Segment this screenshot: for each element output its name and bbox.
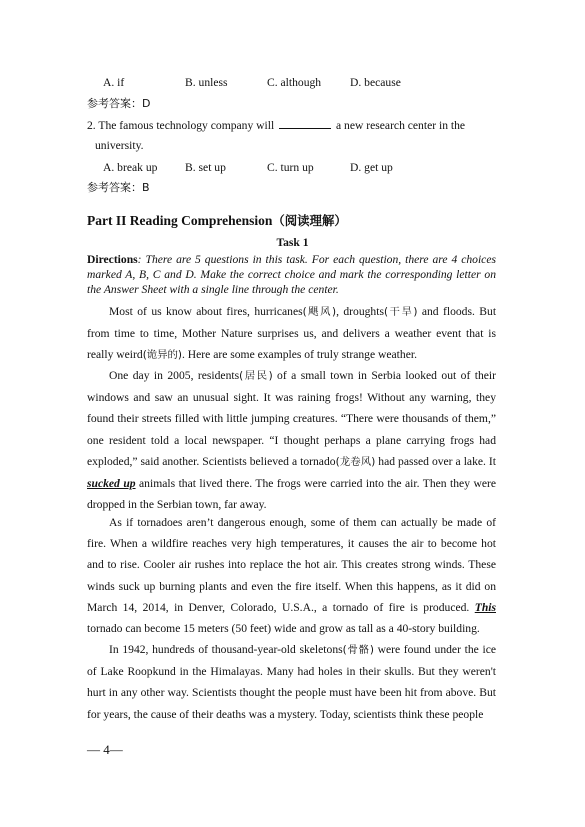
- passage-paragraph-4: [87, 639, 496, 725]
- p2-gloss-1: (居民): [239, 370, 273, 382]
- q1-option-d: D. because: [350, 76, 401, 89]
- passage-paragraph-2: [87, 365, 496, 515]
- part-heading: [87, 211, 347, 229]
- p4-gloss-1: (骨骼): [342, 644, 374, 656]
- q1-option-a: A. if: [103, 76, 125, 89]
- p3-text-b: tornado can become 15 meters (50 feet) wide and grow as tall as a 40-story building.: [87, 622, 480, 636]
- q1-option-b: B. unless: [185, 76, 228, 89]
- p2-highlight: sucked up: [87, 477, 136, 491]
- p2-text-d: animals that lived there. The frogs were carried into the air. Then they were dropped in the Serbian town, far away.: [87, 477, 496, 512]
- part-title-cn: （阅读理解）: [272, 213, 347, 228]
- directions-text: : There are 5 questions in this task. For each question, there are 4 choices marked A, B, C and D. Make the correct choice and mark the corresponding letter on the Answer Sheet with a single line through the center.: [87, 253, 496, 296]
- q2-answer: 参考答案：B: [87, 181, 150, 194]
- q1-option-c: C. although: [267, 76, 322, 89]
- part-title-en: Part II Reading Comprehension: [87, 213, 273, 228]
- p2-text-b: of a small town in Serbia looked out of their windows and saw an unusual sight. It was raining frogs! Without any warning, they found their streets filled with little jumping creatures. “There were thousands of them,” one resident told a local newspaper. “I thought perhaps a plane carrying frogs had exploded,” said another. Scientists believed a tornado: [87, 369, 496, 468]
- q2-option-c: C. turn up: [267, 161, 314, 174]
- q2-stem: [87, 118, 465, 133]
- q2-blank: [279, 118, 331, 129]
- q2-stem-before: 2. The famous technology company will: [87, 119, 275, 132]
- p2-text-a: One day in 2005, residents: [109, 369, 240, 382]
- p1-gloss-3: (诡异的): [142, 349, 182, 362]
- p1-text-c: and floods. But from time to time, Mother Nature surprises us, and delivers a weather event that is really weird: [87, 305, 497, 362]
- p1-text-d: . Here are some examples of truly strange weather.: [181, 348, 417, 362]
- p1-text-b: , droughts: [336, 305, 384, 318]
- passage-paragraph-3: [87, 512, 496, 639]
- directions: [87, 252, 496, 297]
- page-number: — 4—: [87, 742, 123, 757]
- task-title: Task 1: [276, 236, 309, 249]
- p2-gloss-2: (龙卷风): [335, 455, 376, 468]
- p3-text-a: As if tornadoes aren’t dangerous enough, some of them can actually be made of fire. When a wildfire reaches very high temperatures, it causes the air to become hot and to rise. Cooler air rushes into replace the hot air. This creates strong winds. These winds suck up burning plants and even the fire itself. When this happens, as it did on March 14, 2014, in Denver, Colorado, U.S.A., a tornado of fire is produced.: [87, 516, 496, 614]
- p2-text-c: had passed over a lake. It: [375, 454, 497, 468]
- q2-option-b: B. set up: [185, 161, 226, 174]
- p4-text-b: were found under the ice of Lake Roopkund in the Himalayas. Many had holes in their skulls. But they weren't hurt in any other way. Scientists thought the people must have been hit from above. But for years, the cause of their deaths was a mystery. Today, scientists think these people: [87, 643, 496, 721]
- p4-text-a: In 1942, hundreds of thousand-year-old skeletons: [109, 643, 343, 656]
- q2-option-a: A. break up: [103, 161, 158, 174]
- directions-label: Directions: [87, 253, 138, 266]
- p1-text-a: Most of us know about fires, hurricanes: [109, 305, 303, 318]
- p3-highlight: This: [474, 600, 496, 614]
- q1-answer: 参考答案：D: [87, 97, 151, 110]
- p1-gloss-1: (飓风): [302, 306, 337, 318]
- passage-paragraph-1: [87, 301, 496, 367]
- q2-stem-cont: university.: [95, 139, 144, 152]
- p1-gloss-2: (干旱): [383, 306, 418, 318]
- q2-option-d: D. get up: [350, 161, 393, 174]
- q2-stem-after: a new research center in the: [336, 119, 466, 132]
